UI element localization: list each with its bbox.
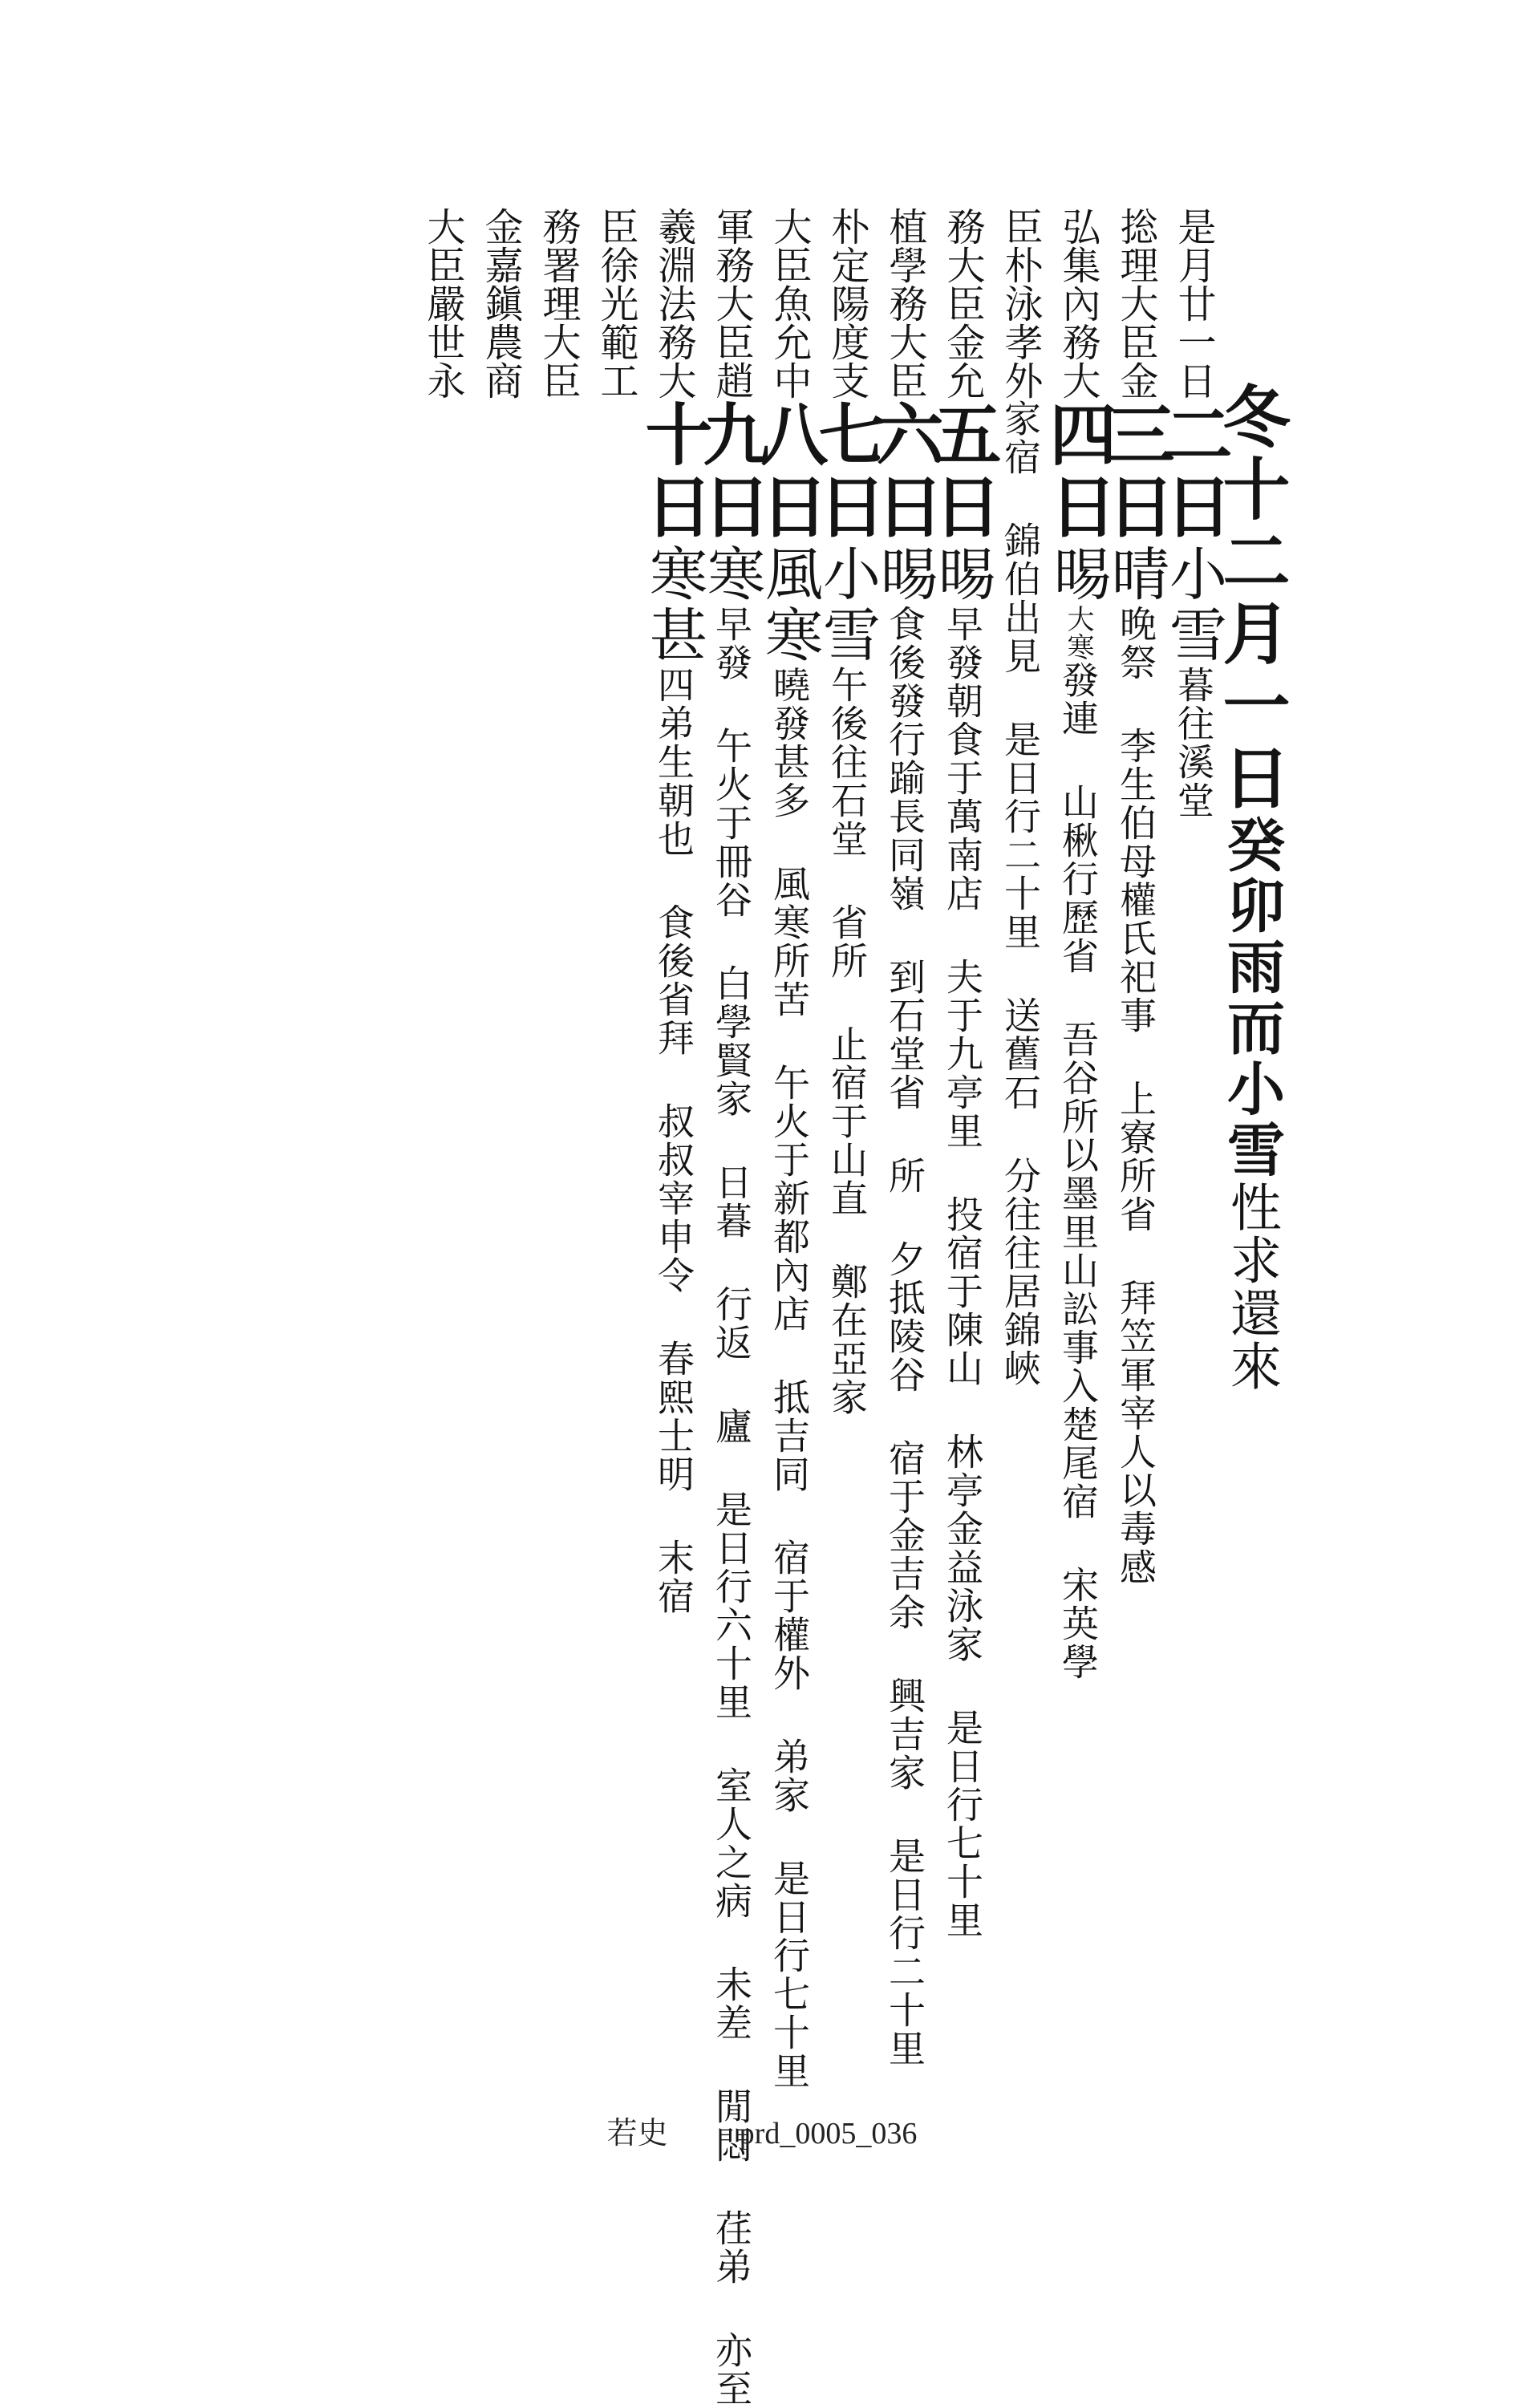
column-head-text: 是月廿一日 (1171, 207, 1216, 399)
manuscript-column (528, 207, 589, 399)
page-footer (0, 2108, 1524, 2152)
column-head-text: 羲淵法務大 (651, 207, 696, 399)
column-body-text: 晚祭 李生伯母權氏祀事 上寮所省 拜笠軍宰人以毒感 (1114, 605, 1157, 1587)
manuscript-column (634, 207, 714, 1615)
column-note: 大寒 (1062, 605, 1094, 661)
column-head-text: 務大臣金允 (940, 207, 985, 399)
footer-page-id: prd_0005_036 (739, 2117, 918, 2151)
column-head-text: 捴理大臣金 (1113, 207, 1158, 399)
footer-title: 若史 (606, 2117, 668, 2151)
column-body-text: 曉發甚多 風寒所苦 午火于新都內店 抵吉同 宿于權外 弟家 是日行七十里 (768, 666, 811, 2090)
column-weather: 風寒 (756, 544, 823, 666)
column-head-text: 弘集內務大 (1056, 207, 1100, 399)
column-weather: 晴 (1102, 544, 1169, 605)
column-body-text: 午後往石堂 省所 止宿于山直 鄭在亞家 (825, 666, 869, 1417)
column-date: 六日 (865, 399, 945, 544)
manuscript-column (412, 207, 473, 399)
column-weather: 小雪 (813, 544, 881, 666)
column-head-text: 臣朴泳孝外 (998, 207, 1043, 399)
column-head-text: 植學務大臣 (882, 207, 927, 399)
column-date: 五日 (923, 399, 1003, 544)
column-head-text: 務署理大臣 (536, 207, 581, 399)
manuscript-column (1039, 207, 1118, 1681)
column-body-text: 發連 山楸行歷省 吾谷所以墨里山訟事入楚尾宿 宋英學 (1056, 661, 1100, 1681)
column-weather: 癸卯雨而小雪 (1218, 815, 1286, 1181)
column-head-text: 大臣魚允中 (767, 207, 812, 399)
column-date: 九日 (692, 399, 772, 544)
column-weather: 晹 (1044, 544, 1112, 605)
column-body-text: 性求還來 (1222, 1181, 1281, 1393)
column-weather: 晹 (929, 544, 996, 605)
column-date: 三日 (1096, 399, 1176, 544)
column-weather: 寒甚 (640, 544, 707, 666)
column-body-text: 家宿 錦伯出見 是日行二十里 送舊石 分往往居錦峽 (999, 399, 1042, 1388)
column-date: 四日 (1039, 399, 1118, 544)
manuscript-column (808, 207, 887, 1417)
column-date: 七日 (808, 399, 887, 544)
column-body-text: 四弟生朝也 食後省拜 叔叔宰申令 春熙士明 末宿 (652, 666, 695, 1615)
column-weather: 寒 (698, 544, 765, 605)
column-body-text: 早發朝食于萬南店 夫于九亭里 投宿于陳山 林亭金益泳家 是日行七十里 (941, 605, 984, 1940)
column-head-text: 軍務大臣趙 (709, 207, 754, 399)
column-head-text: 朴定陽度支 (825, 207, 869, 399)
column-date: 八日 (750, 399, 829, 544)
manuscript-column (470, 207, 531, 399)
column-date: 二日 (1154, 399, 1234, 544)
column-head-text: 大臣嚴世永 (420, 207, 465, 399)
column-weather: 晹 (871, 544, 938, 605)
column-body-text: 早發 午火于冊谷 白學賢家 日暮 行返 廬 是日行六十里 室人之病 未差 閒悶 荏弟 亦至 (710, 605, 753, 2408)
column-weather: 小雪 (1160, 544, 1227, 666)
column-head-text: 臣徐光範工 (594, 207, 638, 399)
column-body-text: 食後發行踰長同嶺 到石堂省 所 夕抵陵谷 宿于金吉余 興吉家 是日行二十里 (883, 605, 926, 2068)
column-date: 冬十二月一日 (1212, 382, 1291, 815)
column-head-text: 金嘉鎭農商 (478, 207, 523, 399)
column-body-text: 暮往溪堂 (1172, 666, 1215, 820)
column-date: 十日 (634, 399, 714, 544)
manuscript-column (990, 207, 1051, 1388)
manuscript-column (586, 207, 646, 399)
